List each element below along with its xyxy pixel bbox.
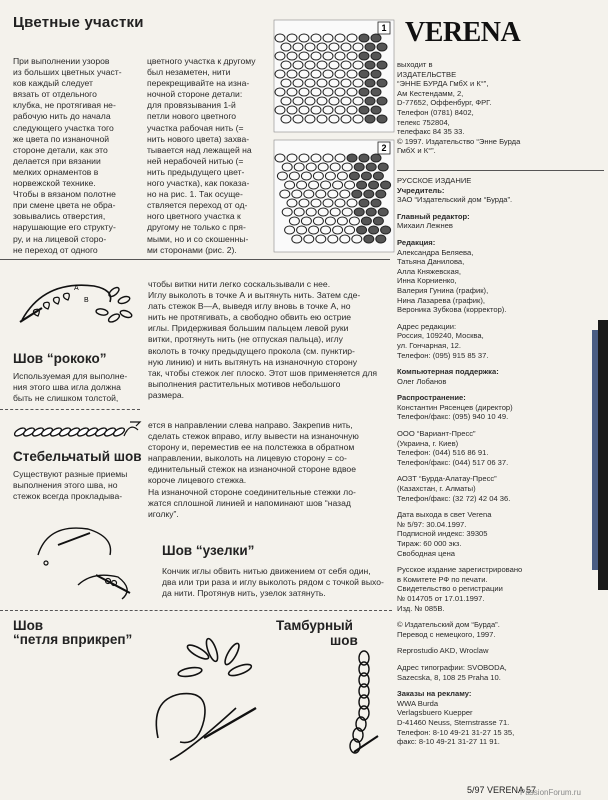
knit-loop [377,61,387,69]
knit-loop [359,106,369,114]
point-a-label: А [74,285,79,292]
credit-line: © 1997. Издательство “Энне Бурда [397,136,521,146]
colored-areas-col2 [147,56,272,256]
loop-stitch-title-1: Шов [13,618,44,633]
knit-loop [359,34,369,42]
text-line: чтобы витки нити легко соскальзывали с нее. [148,279,331,289]
credit-line: Адрес типографии: SVOBODA, [397,662,507,672]
edge-stripe [598,320,608,590]
knit-loop [359,70,369,78]
spacer [397,613,597,620]
knit-loop [357,181,367,189]
knit-loop [354,208,364,216]
text-line: направлении, выколоть на лицевую сторону = со- [148,453,347,464]
stem-title: Стебельчатый шов [13,449,142,464]
text-line: ного цветного участка к [147,211,241,222]
text-line: Иглу выколоть в точке А и вытянуть нить. Затем сде- [148,290,361,301]
credit-line: (Казахстан, г. Алматы) [397,484,476,494]
stem-intro [13,469,145,502]
text-line: рабочую нить до начала [13,111,111,122]
text-line: иголку”. [148,508,179,519]
knit-loop [359,52,369,60]
spacer [397,360,597,367]
spacer [397,656,597,663]
text-line: ков каждый следует [13,78,93,89]
credit-line: Подписной индекс: 39305 [397,529,488,539]
credit-line: (Украина, г. Киев) [397,438,459,448]
verena-logo: VERENA [405,17,521,48]
section-divider [0,610,392,611]
colored-areas-col1 [13,56,143,256]
credit-heading: Главный редактор: [397,211,470,221]
credit-line: ГмбХ и К°”. [397,146,436,156]
text-line: витки, протянуть нить (не отпуская пальца), иглу [148,334,343,345]
section-divider-right [397,170,604,171]
knit-loop [373,217,383,225]
text-line: норвежской технике. [13,178,96,189]
text-line: Кончик иглы обвить нитью движением от себя один, [162,566,371,576]
knots-title: Шов “узелки” [162,543,255,558]
credit-line: Телефон/факс: (32 72) 42 04 36. [397,493,511,503]
text-line: нить нового цвета) захва- [147,133,250,144]
text-line: мыми, но и со скошенны- [147,233,249,244]
text-line: вязать от отдельного [13,89,97,100]
text-line: нить не протягивать, а свободно обвить ею острие [148,312,352,323]
credit-line: Россия, 109240, Москва, [397,331,484,341]
text-line: размера. [148,389,185,400]
text-line: сторону и, переместив ее на полстежка в обратном [148,442,355,453]
text-line: ется в направлении слева направо. Закрепив нить, [148,420,353,430]
credit-line: WWA Burda [397,698,439,708]
knit-loop [371,154,381,162]
text-line: делается при вязании [13,155,101,166]
spacer [397,231,597,238]
credit-line: Александра Беляева, [397,247,474,257]
knit-loop [381,226,391,234]
knit-loop [349,172,359,180]
credit-line: ООО “Вариант-Пресс” [397,429,476,439]
credit-heading: Заказы на рекламу: [397,689,472,699]
knit-loop [371,70,381,78]
text-line: ру, и на лицевой сторо- [13,233,107,244]
text-line: ней нерабочей нитью (= [147,155,244,166]
knit-loop [359,199,369,207]
text-line: нить предыдущего цвет- [147,166,245,177]
knit-loop [366,208,376,216]
text-line: так, чтобы стежок лег плоско. Этот шов применяется для [148,367,378,378]
knit-loop [365,97,375,105]
text-line: быть не слишком толстой, [13,393,119,404]
credit-line: Verlagsbuero Kuepper [397,708,473,718]
text-line: ночной стороне детали: [147,89,243,100]
edge-stripe-2 [592,330,598,570]
text-line: из больших цветных участ- [13,67,122,78]
knit-loop [365,61,375,69]
knit-loop [377,43,387,51]
text-line: при смене цвета не обра- [13,200,116,211]
credit-line: Татьяна Данилова, [397,257,465,267]
credit-line: Олег Лобанов [397,376,447,386]
knit-loop [378,208,388,216]
knit-loop [359,154,369,162]
knitting-figure-2 [274,140,394,252]
knit-loop [365,115,375,123]
credit-line: ул. Гончарная, 12. [397,340,462,350]
text-line: При выполнении узоров [13,56,110,66]
knit-loop [371,199,381,207]
stem-body [148,420,390,520]
credit-line: телефакс 84 35 33. [397,127,465,137]
text-line: цветного участка к другому [147,56,256,66]
credit-line: Русское издание зарегистрировано [397,565,523,575]
knit-loop [376,235,386,243]
tambour-title-1: Тамбурный [276,618,353,633]
knit-loop [354,163,364,171]
text-line: тывается над лежащей на [147,144,252,155]
text-line: зовывались отверстия, [13,211,106,222]
credit-line: Михаил Лежнев [397,221,453,231]
knots-body [162,566,392,599]
text-line: вколоть в точку предыдущего прокола (см. пунктир- [148,345,355,356]
knit-loop [359,88,369,96]
loop-stitch-illustration [140,620,270,770]
text-line: ного участка), как показа- [147,178,250,189]
text-line: ствляется переход от од- [147,200,248,211]
credit-line: Изд. № 085В. [397,603,445,613]
credit-line: Инна Корниенко, [397,276,457,286]
knit-loop [364,235,374,243]
text-line: нарушающие его структу- [13,222,116,233]
spacer [397,422,597,429]
credit-line: Телефон (0781) 8402, [397,107,474,117]
text-line: стороне детали, как это [13,144,108,155]
credit-line: Свидетельство о регистрации [397,584,503,594]
knit-loop [366,163,376,171]
knit-loop [376,190,386,198]
text-line: два или три раза и иглу выколоть рядом с точкой выхо- [162,577,384,588]
credit-line: Ам Кестендамм, 2, [397,88,464,98]
credit-line: Reprostudio AKD, Wroclaw [397,646,489,656]
text-line: другому не только с пря- [147,222,246,233]
knit-loop [369,226,379,234]
credit-line: Дата выхода в свет Verena [397,510,492,520]
loop-stitch-title-2: “петля вприкреп” [13,632,133,647]
figure-2-label: 2 [381,143,387,153]
point-b-label: В [84,297,89,304]
spacer [397,205,597,212]
page-title: Цветные участки [13,14,144,31]
section-divider [0,409,140,410]
credit-line: Телефон: 8-10 49-21 31-27 15 35, [397,727,515,737]
section-divider [0,259,390,260]
knit-loop [377,97,387,105]
text-line: Используемая для выполне- [13,371,128,381]
text-line: выполнения растительных мотивов небольшого [148,378,341,389]
text-line: стежок всегда прокладыва- [13,491,123,502]
text-line: перекрещивайте на изна- [147,78,250,89]
knit-loop [361,217,371,225]
credit-line: ИЗДАТЕЛЬСТВЕ [397,69,457,79]
knit-loop [371,52,381,60]
watermark: PassionForum.ru [520,788,581,797]
credit-heading: Компьютерная поддержка: [397,367,499,377]
rococo-body [148,279,390,401]
text-line: выполнения этого шва, но [13,480,118,491]
knit-loop [364,190,374,198]
credit-heading: Учредитель: [397,185,445,195]
text-line: был незаметен, нити [147,67,231,78]
knit-loop [369,181,379,189]
credit-line: № 014705 от 17.01.1997. [397,593,485,603]
knit-loop [373,172,383,180]
credit-line: телекс 752804, [397,117,450,127]
credit-line: Алла Княжевская, [397,266,461,276]
knit-loop [371,34,381,42]
credit-line: Телефон/факс: (044) 517 06 37. [397,457,509,467]
credit-line: в Комитете РФ по печати. [397,574,488,584]
text-line: сделать стежок вправо, иглу вывести на изнаночную [148,431,359,442]
spacer [397,503,597,510]
spacer [397,315,597,322]
text-line: не переход от одного [13,244,98,255]
text-line: участка рабочая нить (= [147,122,244,133]
knit-loop [377,115,387,123]
text-line: же цвета по изнаночной [13,133,110,144]
text-line: для провязывания 1-й [147,100,236,111]
tambour-chain-illustration [340,652,390,772]
knit-loop [365,43,375,51]
text-line: На изнаночной стороне соединительные стежки ло- [148,486,356,497]
knitting-figure-1 [274,20,394,132]
knit-loop [365,79,375,87]
spacer [397,682,597,689]
knit-loop [378,163,388,171]
credit-line: Нина Лазарева (график), [397,295,486,305]
text-line: петли нового цветного [147,111,237,122]
figure-1-label: 1 [381,23,387,33]
credit-line: Адрес редакции: [397,321,457,331]
text-line: мелких орнаментов в [13,166,99,177]
knit-loop [381,181,391,189]
text-line: ную линию) и нить вытянуть на изнаночную сторону [148,356,358,367]
text-line: Чтобы в вязаном полотне [13,189,116,200]
credit-line: D-41460 Neuss, Sternstrasse 71. [397,717,510,727]
text-line: следующего участка того [13,122,114,133]
credit-line: Телефон: (095) 915 85 37. [397,350,489,360]
rococo-illustration [14,272,144,342]
credit-line: “ЭННЕ БУРДА ГмбХ и К°”, [397,79,489,89]
text-line: но на рис. 1. Так осуще- [147,189,243,200]
credit-line: выходит в [397,60,433,69]
credit-line: D-77652, Оффенбург, ФРГ. [397,98,492,108]
text-line: Существуют разные приемы [13,469,128,479]
credit-line: ЗАО “Издательский дом “Бурда”. [397,195,513,205]
credit-line: Валерия Гунина (график), [397,285,489,295]
knit-loop [377,79,387,87]
credit-line: Тираж: 60 000 экз. [397,539,462,548]
credit-line: Константин Рясенцев (директор) [397,402,513,412]
credit-line: № 5/97: 30.04.1997. [397,519,467,529]
knit-loop [352,190,362,198]
text-line: иглы. Придерживая большим пальцем левой руки [148,323,349,334]
credit-line: Вероника Зубкова (корректор). [397,305,507,315]
knit-loop [371,106,381,114]
credit-heading: Редакция: [397,237,436,247]
knit-loop [371,88,381,96]
page-footer: 5/97 VERENA 57 [467,785,537,795]
text-line: жатся сплошной линией и напоминают шов “назад [148,497,351,508]
knots-illustration [18,515,148,610]
spacer [397,639,597,646]
credit-line: РУССКОЕ ИЗДАНИЕ [397,176,472,185]
knit-loop [361,172,371,180]
spacer [397,558,597,565]
spacer [397,467,597,474]
credit-line: Свободная цена [397,548,456,558]
credit-line: факс: 8-10 49-21 31-27 11 91. [397,737,500,747]
text-line: ми сторонами (рис. 2). [147,244,237,255]
credit-line: Sazecska, 8, 108 25 Praha 10. [397,672,501,682]
tambour-title-2: шов [330,633,358,648]
credits-block [397,176,597,747]
text-line: да нити. Протянув нить, узелок затянуть. [162,588,326,599]
knit-loop [357,226,367,234]
rococo-intro [13,371,141,404]
text-line: ния этого шва игла должна [13,382,121,393]
text-line: единительный стежок на изнаночной стороне вдвое [148,464,356,475]
credit-line: © Издательский дом “Бурда”. [397,620,500,630]
stem-stitch-illustration [12,420,147,444]
credit-line: Перевод с немецкого, 1997. [397,629,496,639]
rococo-title: Шов “рококо” [13,351,107,366]
credit-line: АОЗТ “Бурда-Алатау-Пресс” [397,474,497,484]
knit-loop [347,154,357,162]
imprint-block [397,60,597,156]
text-line: клубка, не протягивая не- [13,100,116,111]
spacer [397,386,597,393]
credit-line: Телефон: (044) 516 86 91. [397,448,489,458]
text-line: короче лицевого стежка. [148,475,247,486]
credit-heading: Распространение: [397,393,466,403]
text-line: лать стежок В—А, выведя иглу вновь в точке А, но [148,301,351,312]
credit-line: Телефон/факс: (095) 940 10 49. [397,412,509,422]
